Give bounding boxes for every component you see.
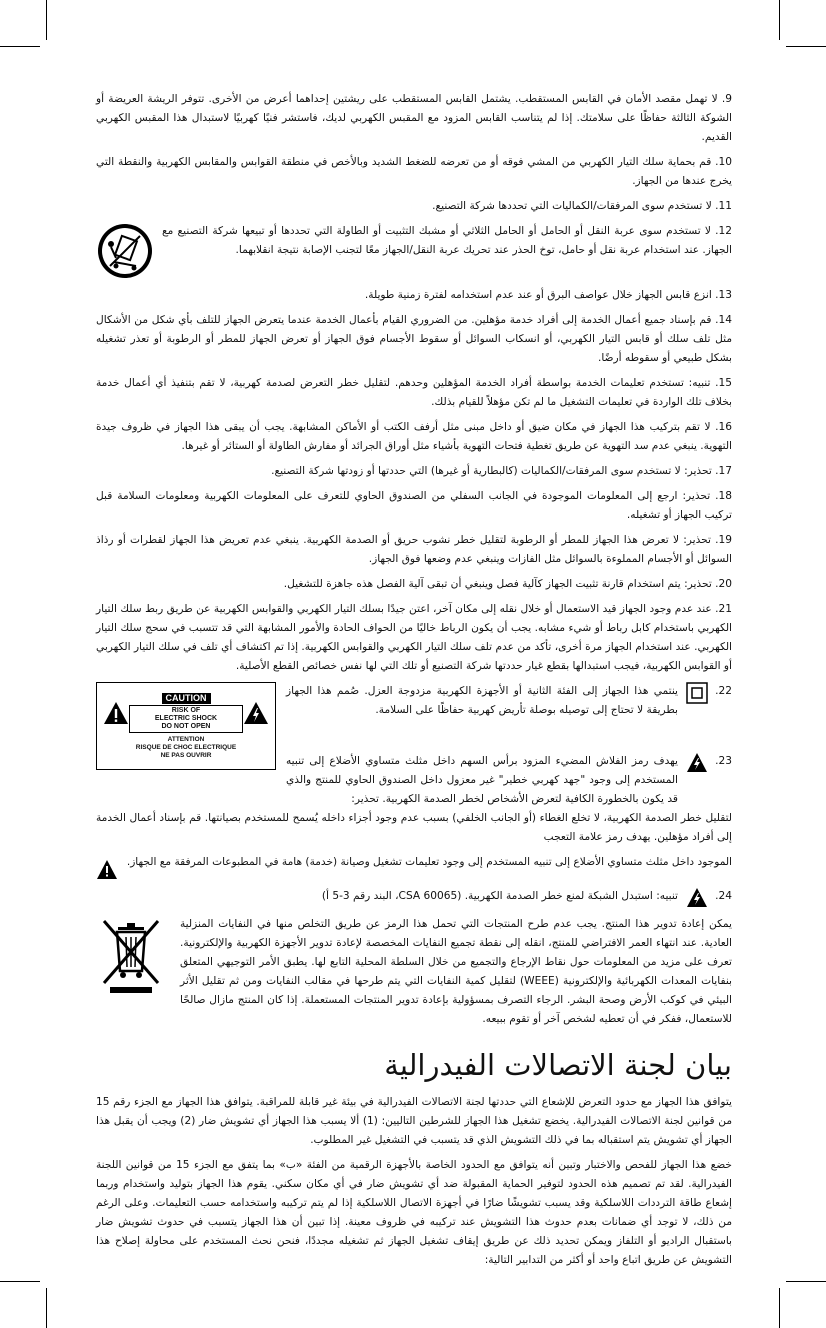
item-21: 21. عند عدم وجود الجهاز قيد الاستعمال أو خلال نقله إلى مكان آخر، اعتن جيدًا بسلك التيار الكهربي والقوابس الكهربية عن طريق ربط سلك التيار الكهربي باستخدام كابل رباط أو شيء مشابه. يجب أن يكون الرباط خاليًا من الحواف الحادة والأمور المشابهة التي قد تتسبب في سحج سلك التيار الكهربي. عند استخدام الجهاز مرة أخرى، تأكد من عدم تلف سلك التيار الكهربي والقوابس الكهربية. إذا تم اكتشاف أي تلف في سلك التيار الكهربي أو القوابس الكهربية، فيجب استبدالها بقطع غيار حددتها شركة التصنيع أو تلك التي لها نفس خصائص القطع الأصلية. xyxy=(96,603,732,672)
item-23c: الموجود داخل مثلث متساوي الأضلاع إلى تنبيه المستخدم إلى وجود تعليمات تشغيل وصيانة (خدمة) هامة في المطبوعات المرفقة مع الجهاز. xyxy=(126,856,732,868)
item-18: 18. تحذير: ارجع إلى المعلومات الموجودة في الجانب السفلي من الصندوق الحاوي للتعرف على المعلومات الكهربية ومعلومات السلامة قبل تركيب الجهاز أو تشغيله. xyxy=(96,490,732,521)
crop-mark xyxy=(779,0,780,40)
crop-mark xyxy=(786,1281,826,1282)
item-19: 19. تحذير: لا تعرض هذا الجهاز للمطر أو الرطوبة لتقليل خطر نشوب حريق أو الصدمة الكهربية. ينبغي عدم تعريض هذا الجهاز لقطرات أو رذاذ السوائل أو الأجسام المملوءة بالسوائل مثل الفازات وينبغي عدم وضعها فوق الجهاز. xyxy=(96,534,732,565)
lightning-triangle-icon xyxy=(686,752,708,774)
item-24-number: 24. xyxy=(715,890,732,902)
item-23b: لتقليل خطر الصدمة الكهربية، لا تخلع الغطاء (أو الجانب الخلفي) بسبب عدم وجود أجزاء داخله يُسمح للمستخدم بصيانتها. قم بإسناد أعمال الخدمة إلى أفراد مؤهلين. يهدف رمز علامة التعجب xyxy=(96,812,732,843)
item-10: 10. قم بحماية سلك التيار الكهربي من المشي فوقه أو من تعرضه للضغط الشديد وبالأخص في منطقة القوابس والمقابس الكهربية والنقطة التي يخرج عندها من الجهاز. xyxy=(96,156,732,187)
exclamation-triangle-icon xyxy=(103,701,129,725)
fcc-paragraph-1: يتوافق هذا الجهاز مع حدود التعرض للإشعاع التي حددتها لجنة الاتصالات الفيدرالية في بيئة غير قابلة للمراقبة. يتوافق هذا الجهاز مع الجزء رقم 15 من قوانين لجنة الاتصالات الفيدرالية. يخضع تشغيل هذا الجهاز للشرطين التاليين: (1) ألا يسبب هذا الجهاز أي تشويش ضار (2) ويجب أن يقبل هذا الجهاز أي تشويش يتم استقباله بما في ذلك التشويش الذي قد يتسبب في التشغيل غير المطلوب. xyxy=(96,1096,733,1146)
caution-french-line: ATTENTION xyxy=(167,735,205,743)
item-9: 9. لا تهمل مقصد الأمان في القابس المستقطب. يشتمل القابس المستقطب على ريشتين إحداهما أعرض من الأخرى. تتوفر الريشة العريضة أو الشوكة الثالثة حفاظًا على سلامتك. إذا لم يتناسب القابس المزود مع المقبس الكهربي لديك، فاستشر فنيًا كهربيًا لاستبدال هذا المقبس الكهربي القديم. xyxy=(96,93,732,143)
item-22-number: 22. xyxy=(715,685,732,697)
caution-line: DO NOT OPEN xyxy=(161,722,211,730)
crop-mark xyxy=(0,1281,40,1282)
caution-box xyxy=(129,705,243,733)
crop-mark xyxy=(46,1288,47,1328)
caution-line: ELECTRIC SHOCK xyxy=(154,714,218,722)
item-23c-row xyxy=(96,853,732,881)
crossed-bin-icon xyxy=(96,915,166,995)
item-24-row xyxy=(96,887,732,909)
caution-french-line: RISQUE DE CHOC ELECTRIQUE xyxy=(135,743,237,751)
item-23a: يهدف رمز الفلاش المضيء المزود برأس السهم داخل مثلث متساوي الأضلاع إلى تنبيه المستخدم إلى وجود "جهد كهربي خطير" غير معزول داخل الصندوق الحاوي للمنتج والذي قد يكون بالخطورة الكافية لتعرض الأشخاص لخطر الصدمة الكهربية. تحذير: xyxy=(286,755,678,805)
item-20: 20. تحذير: يتم استخدام قارنة تثبيت الجهاز كآلية فصل وينبغي أن تبقى آلية الفصل هذه جاهزة للتشغيل. xyxy=(283,578,732,590)
item-24: تنبيه: استبدل الشبكة لمنع خطر الصدمة الكهربية. (CSA 60065، البند رقم 3-5 أ) xyxy=(321,890,678,902)
lightning-triangle-icon xyxy=(243,701,269,725)
safety-document xyxy=(96,90,732,1276)
item-15: 15. تنبيه: تستخدم تعليمات الخدمة بواسطة أفراد الخدمة المؤهلين وحدهم. لتقليل خطر التعرض لصدمة كهربية، لا تقم بتنفيذ أي أعمال خدمة بخلاف تلك الواردة في تعليمات التشغيل ما لم تكن مؤهلاً للقيام بذلك. xyxy=(96,377,732,408)
lightning-triangle-icon xyxy=(686,887,708,909)
double-insulation-icon xyxy=(686,682,708,704)
fcc-paragraph-2: خضع هذا الجهاز للفحص والاختبار وتبين أنه يتوافق مع الحدود الخاصة بالأجهزة الرقمية من الفئة «ب» بما يتفق مع الجزء 15 من قوانين اللجنة الفيدرالية. لقد تم تصميم هذه الحدود لتوفير الحماية المقبولة ضد أي تشويش ضار في أي مكان سكني. يقوم هذا الجهاز بتوليد واستخدام وربما إشعاع طاقة الترددات اللاسلكية وقد يسبب تشويشًا ضارًا في أجهزة الاتصال اللاسلكية إذا لم يتم تركيبه واستخدامه حسب التعليمات. وعلى الرغم من ذلك، لا توجد أي ضمانات بعدم حدوث هذا التشويش عند تركيبه في ظروف معينة. إذا تبين أن هذا الجهاز يتسبب في حدوث تشويش ضار باستقبال الراديو أو التلفاز ويمكن تحديد ذلك عن طريق إيقاف تشغيل الجهاز ثم تشغيله مجددًا، فنحن نحث المستخدم على محاولة إصلاح هذا التشويش عن طريق اتباع واحد أو أكثر من التدابير التالية: xyxy=(96,1159,732,1266)
item-22: ينتمي هذا الجهاز إلى الفئة الثانية أو الأجهزة الكهربية مزدوجة العزل. صُمم هذا الجهاز بطريقة لا تحتاج إلى توصيله بوصلة تأريض كهربية حفاظًا على السلامة. xyxy=(286,685,678,716)
cart-tip-over-icon xyxy=(96,222,154,280)
caution-header: CAUTION xyxy=(162,693,211,704)
weee-row xyxy=(96,915,732,1029)
item-14: 14. قم بإسناد جميع أعمال الخدمة إلى أفراد خدمة مؤهلين. من الضروري القيام بأعمال الخدمة عندما يتعرض الجهاز للتلف بأي شكل من الأشكال مثل تلف سلك أو قابس التيار الكهربي، أو انسكاب السوائل أو سقوط الأجسام فوق الجهاز أو تعرض الجهاز للمطر أو الرطوبة أو تعذر تشغيله بشكل طبيعي أو سقوطه أرضًا. xyxy=(96,314,732,364)
exclamation-triangle-icon xyxy=(96,859,118,881)
caution-french-line: NE PAS OUVRIR xyxy=(160,751,212,759)
crop-mark xyxy=(786,46,826,47)
item-16: 16. لا تقم بتركيب هذا الجهاز في مكان ضيق أو داخل مبنى مثل أرفف الكتب أو الأماكن المشابهة. يجب أن يبقى هذا الجهاز في ظروف جيدة التهوية. ينبغي عدم سد التهوية عن طريق تغطية فتحات التهوية بأشياء مثل أوراق الجرائد أو مفارش الطاولة أو الستائر أو غيرها. xyxy=(96,421,732,452)
caution-text xyxy=(129,693,243,733)
item-12-row xyxy=(96,222,732,280)
item-23-number: 23. xyxy=(715,755,732,767)
weee-notice: يمكن إعادة تدوير هذا المنتج. يجب عدم طرح المنتجات التي تحمل هذا الرمز عن طريق التخلص منها في النفايات المنزلية العادية. عند انتهاء العمر الافتراضي للمنتج، انقله إلى نقطة تجميع النفايات المخصصة لإعادة تدوير الأجهزة الكهربية والإلكترونية. تعرف على مزيد من المعلومات حول نقاط الإرجاع والتجميع من خلال السلطة المحلية التابع لها. يطبق الأمر التوجيهي المتعلق بنفايات المعدات الكهربائية والإلكترونية (WEEE) لتقليل كمية النفايات التي يتم طرحها في مقالب النفايات ومن ثم تقليل الأثر البيئي في كوكب الأرض وصحة البشر. الرجاء التصرف بمسؤولية بإعادة تدوير المنتجات المستعملة. إذا كان المنتج مازال صالحًا للاستعمال، ففكر في أن تعطيه لشخص آخر أو تقوم ببيعه. xyxy=(180,918,732,1025)
item-11: 11. لا تستخدم سوى المرفقات/الكماليات التي تحددها شركة التصنيع. xyxy=(432,200,732,212)
crop-mark xyxy=(46,0,47,40)
item-23-row xyxy=(96,752,732,809)
caution-line: RISK OF xyxy=(171,706,201,714)
item-13: 13. انزع قابس الجهاز خلال عواصف البرق أو عند عدم استخدامه لفترة زمنية طويلة. xyxy=(364,289,732,301)
crop-mark xyxy=(779,1288,780,1328)
fcc-title: بيان لجنة الاتصالات الفيدرالية xyxy=(384,1048,732,1082)
item-17: 17. تحذير: لا تستخدم سوى المرفقات/الكماليات (كالبطارية أو غيرها) التي حددتها أو زودتها شركة التصنيع. xyxy=(271,465,732,477)
crop-mark xyxy=(0,46,40,47)
item-12: 12. لا تستخدم سوى عربة النقل أو الحامل أو الحامل الثلاثي أو مشبك التثبيت أو الطاولة التي تحددها أو تبيعها شركة التصنيع مع الجهاز. عند استخدام عربة نقل أو حامل، توخ الحذر عند تحريك عربة النقل/الجهاز معًا لتجنب الإصابة نتيجة انقلابهما. xyxy=(162,225,732,256)
